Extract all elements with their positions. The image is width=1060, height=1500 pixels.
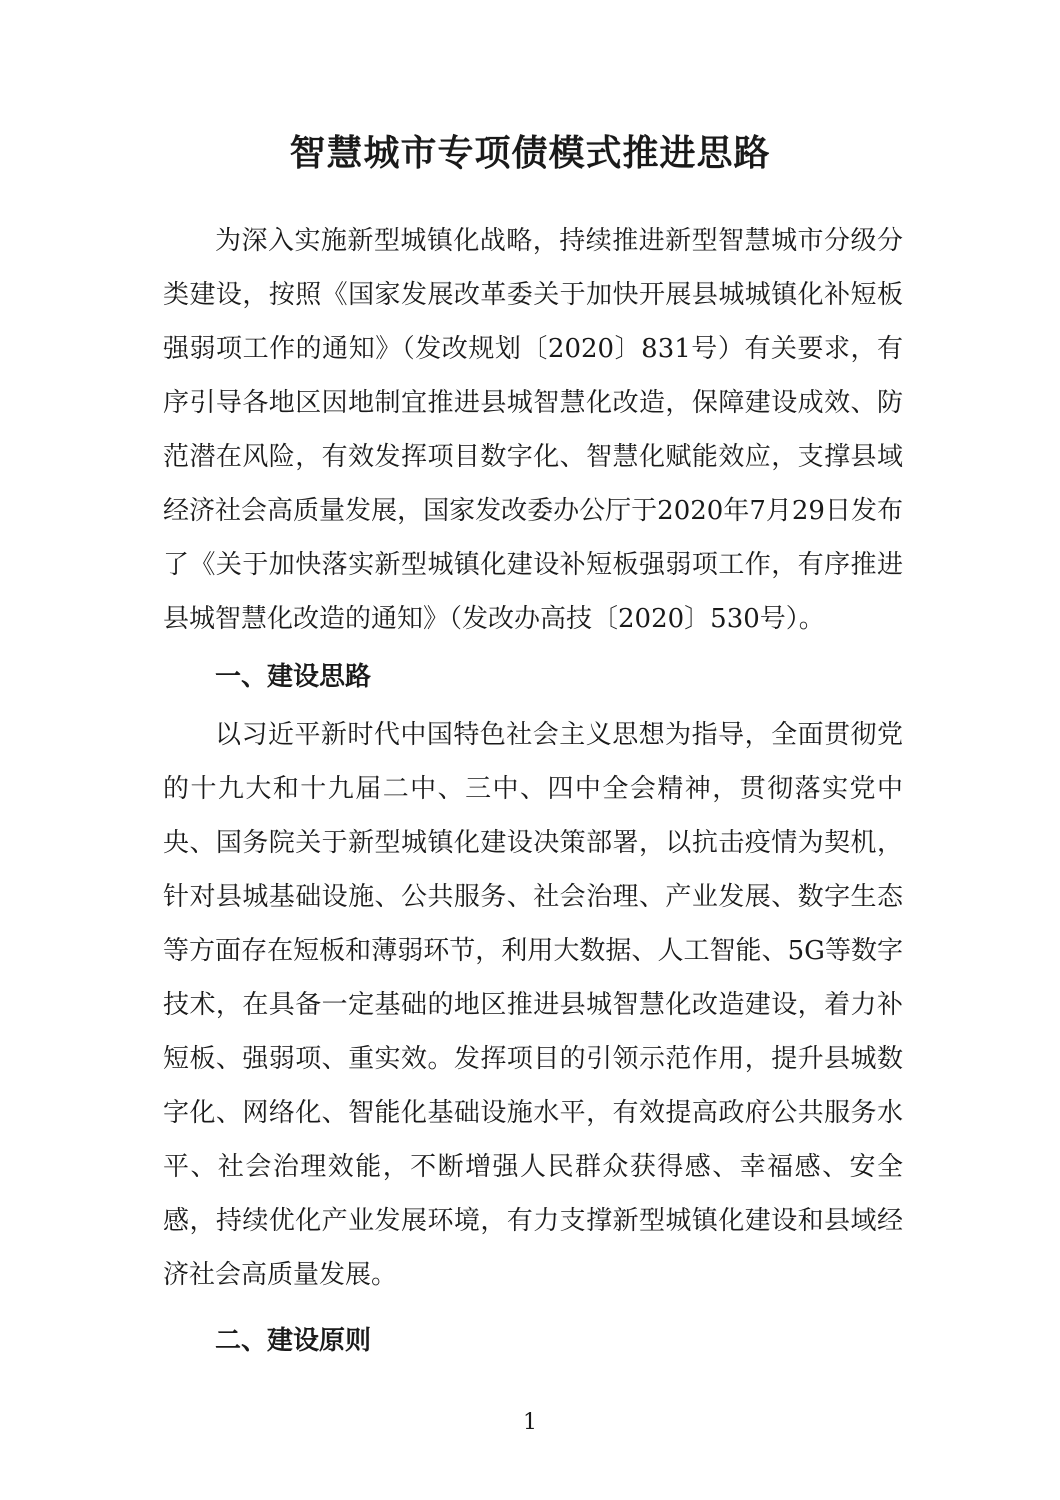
construction-approach-paragraph: 以习近平新时代中国特色社会主义思想为指导，全面贯彻党的十九大和十九届二中、三中、四中全会精神，贯彻落实党中央、国务院关于新型城镇化建设决策部署，以抗击疫情为契机，针对县城基础设施、公共服务、社会治理、产业发展、数字生态等方面存在短板和薄弱环节，利用大数据、人工智能、5G等数字技术，在具备一定基础的地区推进县城智慧化改造建设，着力补短板、强弱项、重实效。发挥项目的引领示范作用，提升县城数字化、网络化、智能化基础设施水平，有效提高政府公共服务水平、社会治理效能，不断增强人民群众获得感、幸福感、安全感，持续优化产业发展环境，有力支撑新型城镇化建设和县域经济社会高质量发展。 [163,720,903,1290]
section-heading-construction-approach: 一、建设思路 [215,662,372,692]
document-title: 智慧城市专项债模式推进思路 [289,133,771,174]
page-number: 1 [523,1410,537,1435]
intro-paragraph: 为深入实施新型城镇化战略，持续推进新型智慧城市分级分类建设，按照《国家发展改革委关于加快开展县城城镇化补短板强弱项工作的通知》（发改规划〔2020〕831号）有关要求，有序引导各地区因地制宜推进县城智慧化改造，保障建设成效、防范潜在风险，有效发挥项目数字化、智慧化赋能效应，支撑县域经济社会高质量发展，国家发改委办公厅于2020年7月29日发布了《关于加快落实新型城镇化建设补短板强弱项工作，有序推进县城智慧化改造的通知》（发改办高技〔2020〕530号）。 [163,226,903,634]
section-heading-construction-principles: 二、建设原则 [215,1326,372,1356]
document-body [163,214,903,1372]
